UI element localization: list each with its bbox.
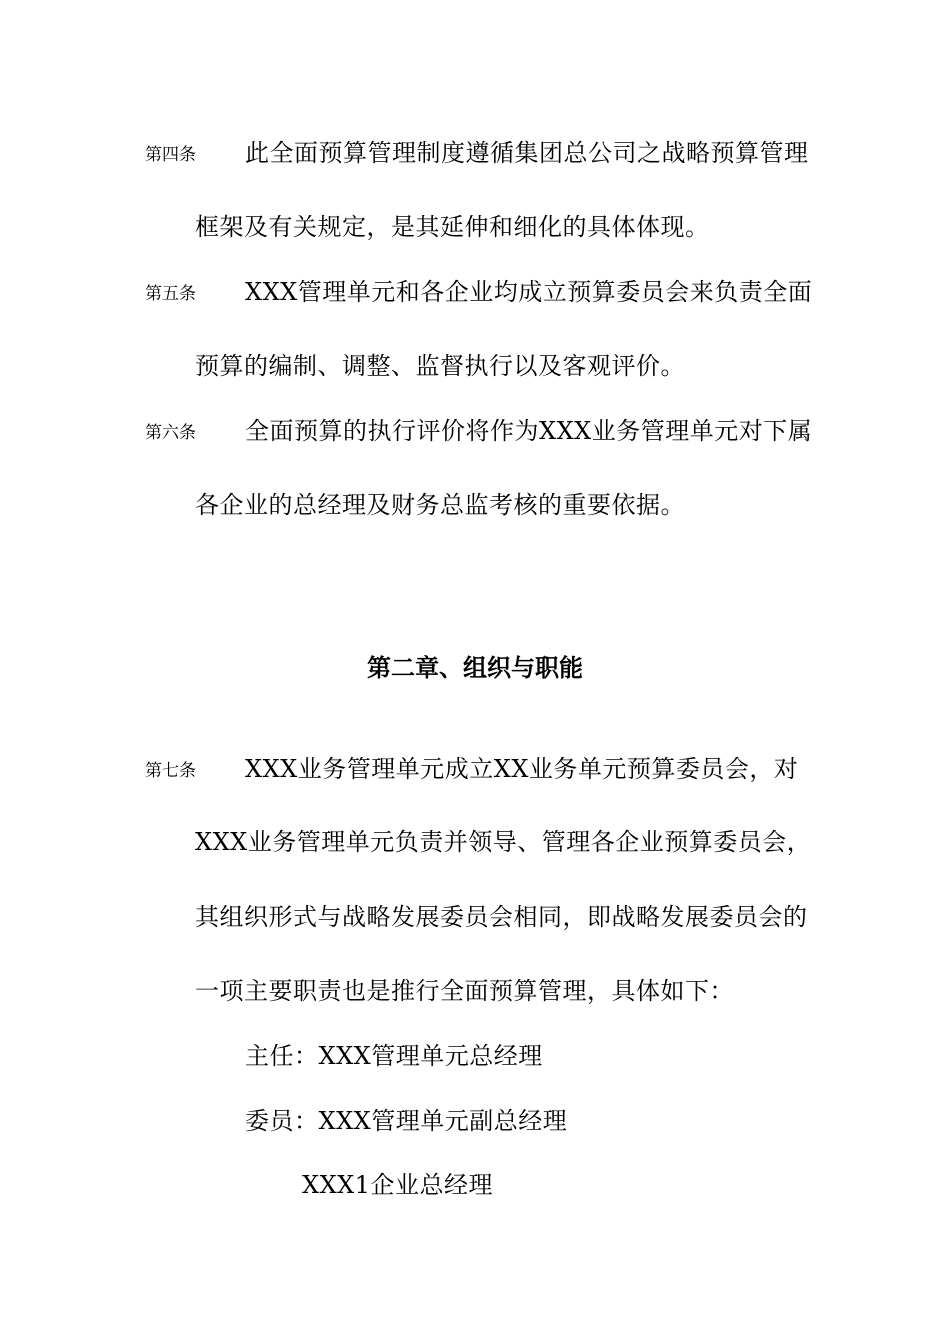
article-5-line-2: 预算的编制、调整、监督执行以及客观评价。 (195, 352, 685, 380)
article-5-line-1: XXX管理单元和各企业均成立预算委员会来负责全面 (245, 278, 813, 306)
article-4-line-1: 此全面预算管理制度遵循集团总公司之战略预算管理 (245, 139, 809, 167)
article-6-number: 第六条 (145, 423, 196, 443)
article-6-line-1: 全面预算的执行评价将作为XXX业务管理单元对下属 (245, 417, 813, 445)
members-line: 委员：XXX管理单元副总经理 (245, 1107, 568, 1135)
article-7-line-1: XXX业务管理单元成立XX业务单元预算委员会，对 (245, 755, 799, 783)
article-6-line-2: 各企业的总经理及财务总监考核的重要依据。 (195, 491, 685, 519)
article-4-line-2: 框架及有关规定，是其延伸和细化的具体体现。 (195, 213, 710, 241)
article-5-number: 第五条 (145, 284, 196, 304)
article-7-line-4: 一项主要职责也是推行全面预算管理，具体如下： (195, 977, 734, 1005)
article-7-line-3: 其组织形式与战略发展委员会相同，即战略发展委员会的 (195, 903, 808, 931)
article-7-number: 第七条 (145, 761, 196, 781)
chapter-heading: 第二章、组织与职能 (367, 654, 583, 682)
article-4-number: 第四条 (145, 145, 196, 165)
member-line-2: XXX1企业总经理 (302, 1171, 494, 1199)
director-line: 主任：XXX管理单元总经理 (245, 1042, 543, 1070)
article-7-line-2: XXX业务管理单元负责并领导、管理各企业预算委员会， (195, 828, 812, 856)
